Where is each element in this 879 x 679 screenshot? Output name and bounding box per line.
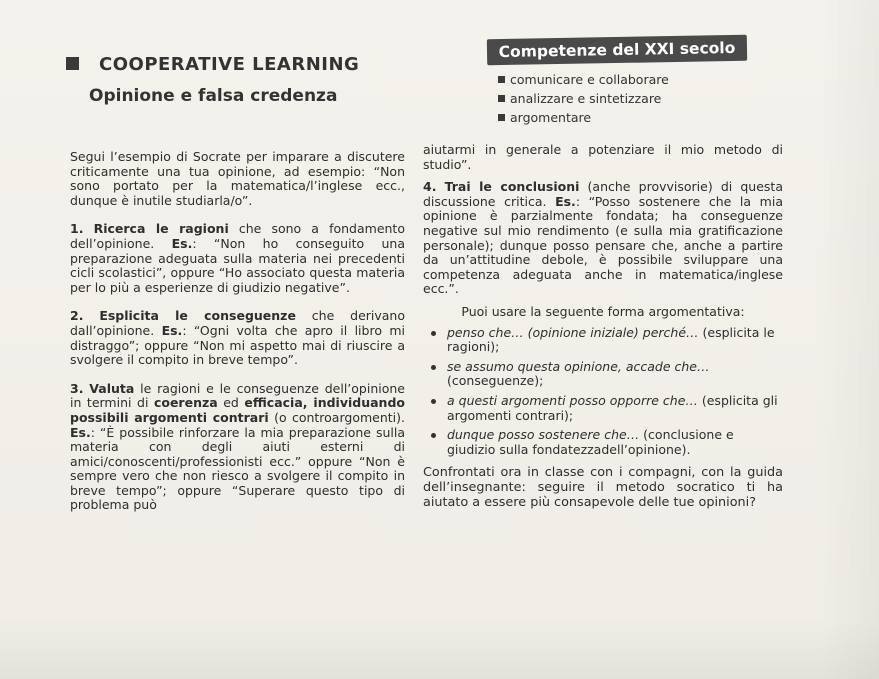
square-bullet-icon xyxy=(498,114,505,121)
bullet-icon xyxy=(431,365,436,370)
competenze-list xyxy=(494,70,669,127)
competenza-item: argomentare xyxy=(494,108,669,127)
section-square-icon xyxy=(66,57,79,70)
square-bullet-icon xyxy=(498,76,505,83)
page-fold-shadow xyxy=(819,0,879,679)
argument-form-item: penso che… (opinione iniziale) perché… (esplicita le ragioni); xyxy=(423,326,783,355)
square-bullet-icon xyxy=(498,95,505,102)
step-3: 3. Valuta le ragioni e le conseguenze dell’opinione in termini di coerenza ed efficacia, individuando possibili argomenti contrari (o controargomenti). Es.: “È possibile rinforzare la mia preparazione sulla materia con degli aiuti esterni di amici/conoscenti/professionisti ecc.” oppure “Non è sempre vero che non riesco a svolgere il compito in breve tempo”; oppure “Superare questo tipo di problema può xyxy=(70,380,405,513)
section-title: COOPERATIVE LEARNING xyxy=(99,54,360,75)
continuation-paragraph: aiutarmi in generale a potenziare il mio metodo di studio”. xyxy=(423,142,783,172)
argument-form-item: dunque posso sostenere che… (conclusione e giudizio sulla fondatezzadell’opinione). xyxy=(423,428,783,457)
final-question: Confrontati ora in classe con i compagni, con la guida dell’insegnante: seguire il metodo socratico ti ha aiutato a essere più consapevole delle tue opinioni? xyxy=(423,465,783,511)
competenza-item: comunicare e collaborare xyxy=(494,70,669,89)
section-subtitle: Opinione e falsa credenza xyxy=(89,86,338,106)
bullet-icon xyxy=(431,331,436,336)
step-2: 2. Esplicita le conseguenze che derivano dall’opinione. Es.: “Ogni volta che apro il libro mi distraggo”; oppure “Non mi aspetto mai di riuscire a svolgere il compito in breve tempo”. xyxy=(70,308,405,368)
bullet-icon xyxy=(431,433,436,438)
intro-paragraph: Segui l’esempio di Socrate per imparare a discutere criticamente una tua opinione, ad esempio: “Non sono portato per la matematica/l’inglese ecc., dunque è inutile studiarla/o”. xyxy=(70,149,405,208)
competenze-title: Competenze del XXI secolo xyxy=(487,35,747,66)
right-column xyxy=(423,143,783,510)
argument-form-list xyxy=(423,326,783,458)
step-1: 1. Ricerca le ragioni che sono a fondamento dell’opinione. Es.: “Non ho conseguito una preparazione adeguata sulla materia nei precedenti cicli scolastici”, oppure “Ho associato questa materia per lo più a esperienze di giudizio negative”. xyxy=(70,221,405,295)
bullet-icon xyxy=(431,399,436,404)
step-4: 4. Trai le conclusioni (anche provvisorie) di questa discussione critica. Es.: “Posso sostenere che la mia opinione è parzialmente fondata; ha conseguenze negative sul mio rendimento (e sulla mia gratificazione personale); dunque posso pensare che, anche a partire da un’attitudine debole, è possibile sviluppare una competenza adeguata anche in matematica/inglese ecc.”. xyxy=(423,179,783,297)
argument-form-item: se assumo questa opinione, accade che… (conseguenze); xyxy=(423,360,783,389)
page-bottom-shadow xyxy=(0,619,879,679)
argument-form-item: a questi argomenti posso opporre che… (esplicita gli argomenti contrari); xyxy=(423,394,783,423)
form-intro: Puoi usare la seguente forma argomentativa: xyxy=(461,303,745,319)
left-column xyxy=(70,150,405,513)
competenza-item: analizzare e sintetizzare xyxy=(494,89,669,108)
